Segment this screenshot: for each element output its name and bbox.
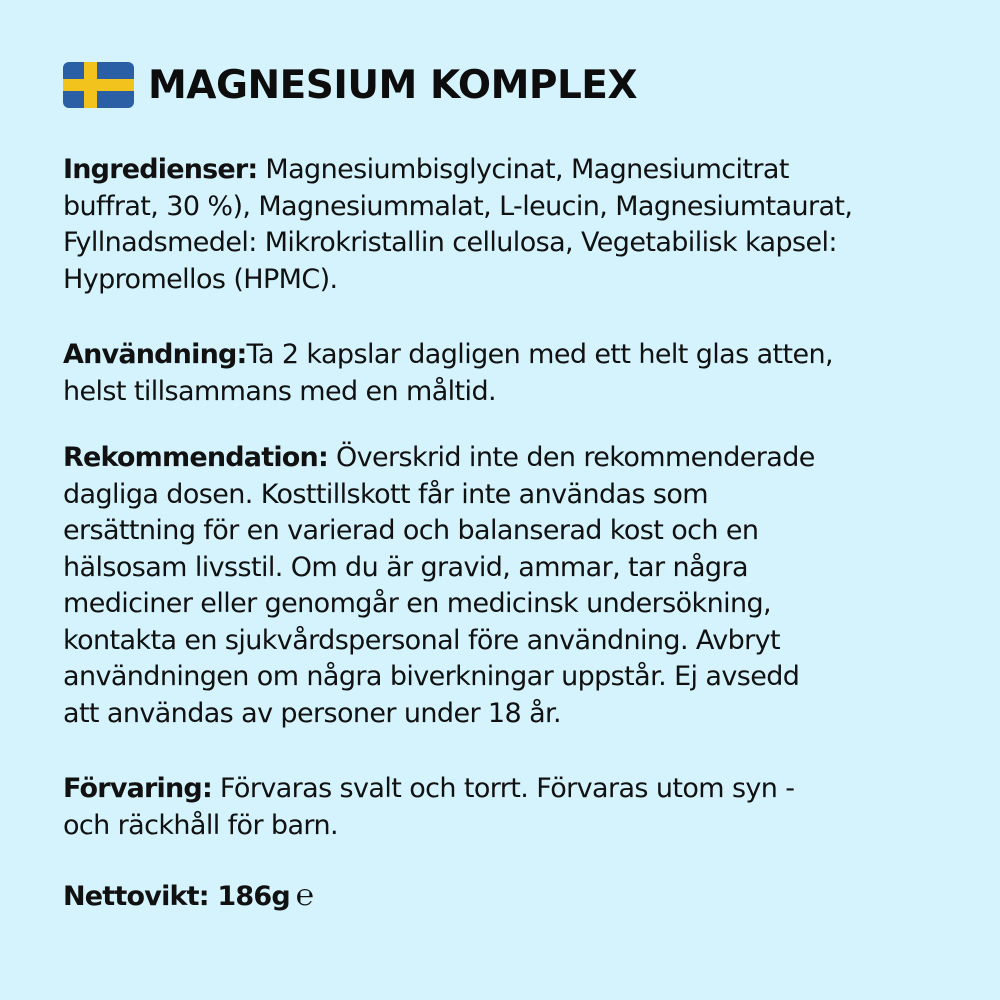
ingredients-line-4: Hypromellos (HPMC). (63, 263, 338, 295)
usage-label: Användning: (63, 339, 247, 370)
ingredients-line-3: Fyllnadsmedel: Mikrokristallin cellulosa, Vegetabilisk kapsel: (63, 227, 837, 258)
recommendation-line-7: användningen om några biverkningar uppstår. Ej avsedd (63, 661, 800, 692)
usage-line-1: Användning:Ta 2 kapslar dagligen med ett helt glas atten, (63, 339, 833, 370)
net-weight-label: Nettovikt: 186g (63, 881, 290, 912)
recommendation-section (63, 440, 963, 732)
recommendation-line-3: ersättning för en varierad och balanserad kost och en (63, 515, 759, 546)
usage-line-2: helst tillsammans med en måltid. (63, 375, 496, 407)
storage-line-1: Förvaring: Förvaras svalt och torrt. Förvaras utom syn - (63, 773, 795, 804)
storage-section (63, 771, 963, 844)
product-title: MAGNESIUM KOMPLEX (148, 62, 638, 108)
recommendation-line-2: dagliga dosen. Kosttillskott får inte användas som (63, 478, 708, 510)
estimated-sign-icon: ℮ (295, 878, 314, 913)
ingredients-section (63, 152, 963, 298)
ingredients-line-1: Ingredienser: Magnesiumbisglycinat, Magnesiumcitrat (63, 154, 789, 185)
storage-label: Förvaring: (63, 773, 212, 804)
net-weight-section (63, 878, 963, 916)
ingredients-line-2: buffrat, 30 %), Magnesiummalat, L-leucin, Magnesiumtaurat, (63, 190, 853, 222)
storage-line-2: och räckhåll för barn. (63, 809, 338, 841)
swedish-flag-icon (63, 62, 134, 108)
recommendation-line-5: mediciner eller genomgår en medicinsk undersökning, (63, 588, 772, 619)
usage-section (63, 337, 963, 410)
net-weight-line (63, 878, 963, 916)
ingredients-label: Ingredienser: (63, 154, 258, 185)
recommendation-line-4: hälsosam livsstil. Om du är gravid, ammar, tar några (63, 551, 748, 583)
recommendation-line-1: Rekommendation: Överskrid inte den rekommenderade (63, 442, 815, 473)
recommendation-line-8: att användas av personer under 18 år. (63, 697, 562, 729)
header (63, 62, 637, 108)
recommendation-label: Rekommendation: (63, 442, 328, 473)
recommendation-line-6: kontakta en sjukvårdspersonal före användning. Avbryt (63, 624, 781, 656)
